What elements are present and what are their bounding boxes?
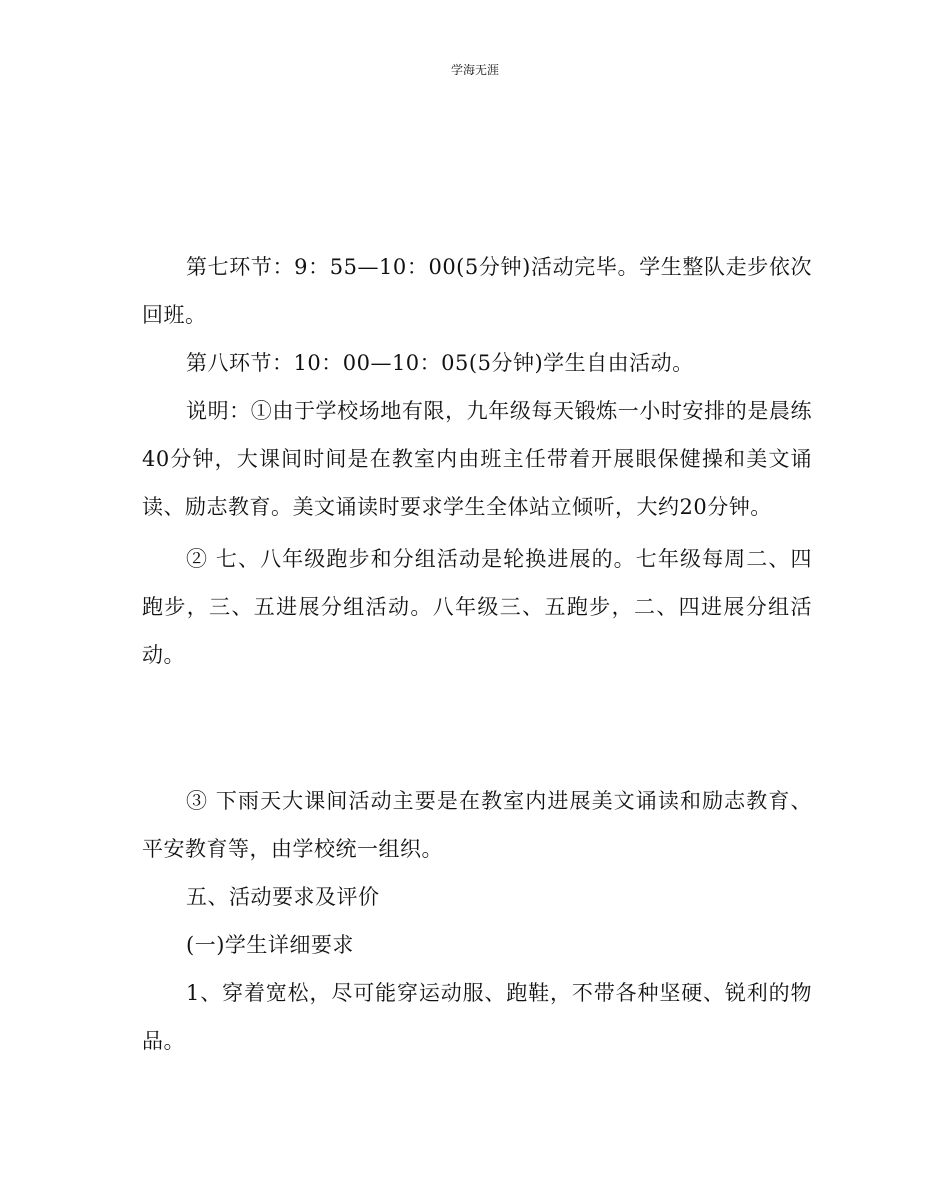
paragraph-requirement-one: 1、穿着宽松，尽可能穿运动服、跑鞋，不带各种坚硬、锐利的物品。 [142, 981, 812, 1053]
page-header: 学海无涯 [450, 63, 499, 77]
paragraph-note-two: ② 七、八年级跑步和分组活动是轮换进展的。七年级每周二、四跑步，三、五进展分组活动。八年级三、五跑步，二、四进展分组活动。 [142, 547, 812, 667]
subsection-heading-student: (一)学生详细要求 [186, 933, 354, 957]
section-heading-requirements: 五、活动要求及评价 [186, 885, 380, 909]
paragraph-step-seven: 第七环节：9：55—10：00(5分钟)活动完毕。学生整队走步依次回班。 [142, 255, 812, 327]
paragraph-note-three: ③ 下雨天大课间活动主要是在教室内进展美文诵读和励志教育、平安教育等，由学校统一组织。 [142, 789, 812, 861]
paragraph-step-eight: 第八环节：10：00—10：05(5分钟)学生自由活动。 [186, 351, 694, 375]
paragraph-note-one: 说明：①由于学校场地有限，九年级每天锻炼一小时安排的是晨练40分钟，大课间时间是在教室内由班主任带着开展眼保健操和美文诵读、励志教育。美文诵读时要求学生全体站立倾听，大约20分钟。 [142, 399, 812, 519]
